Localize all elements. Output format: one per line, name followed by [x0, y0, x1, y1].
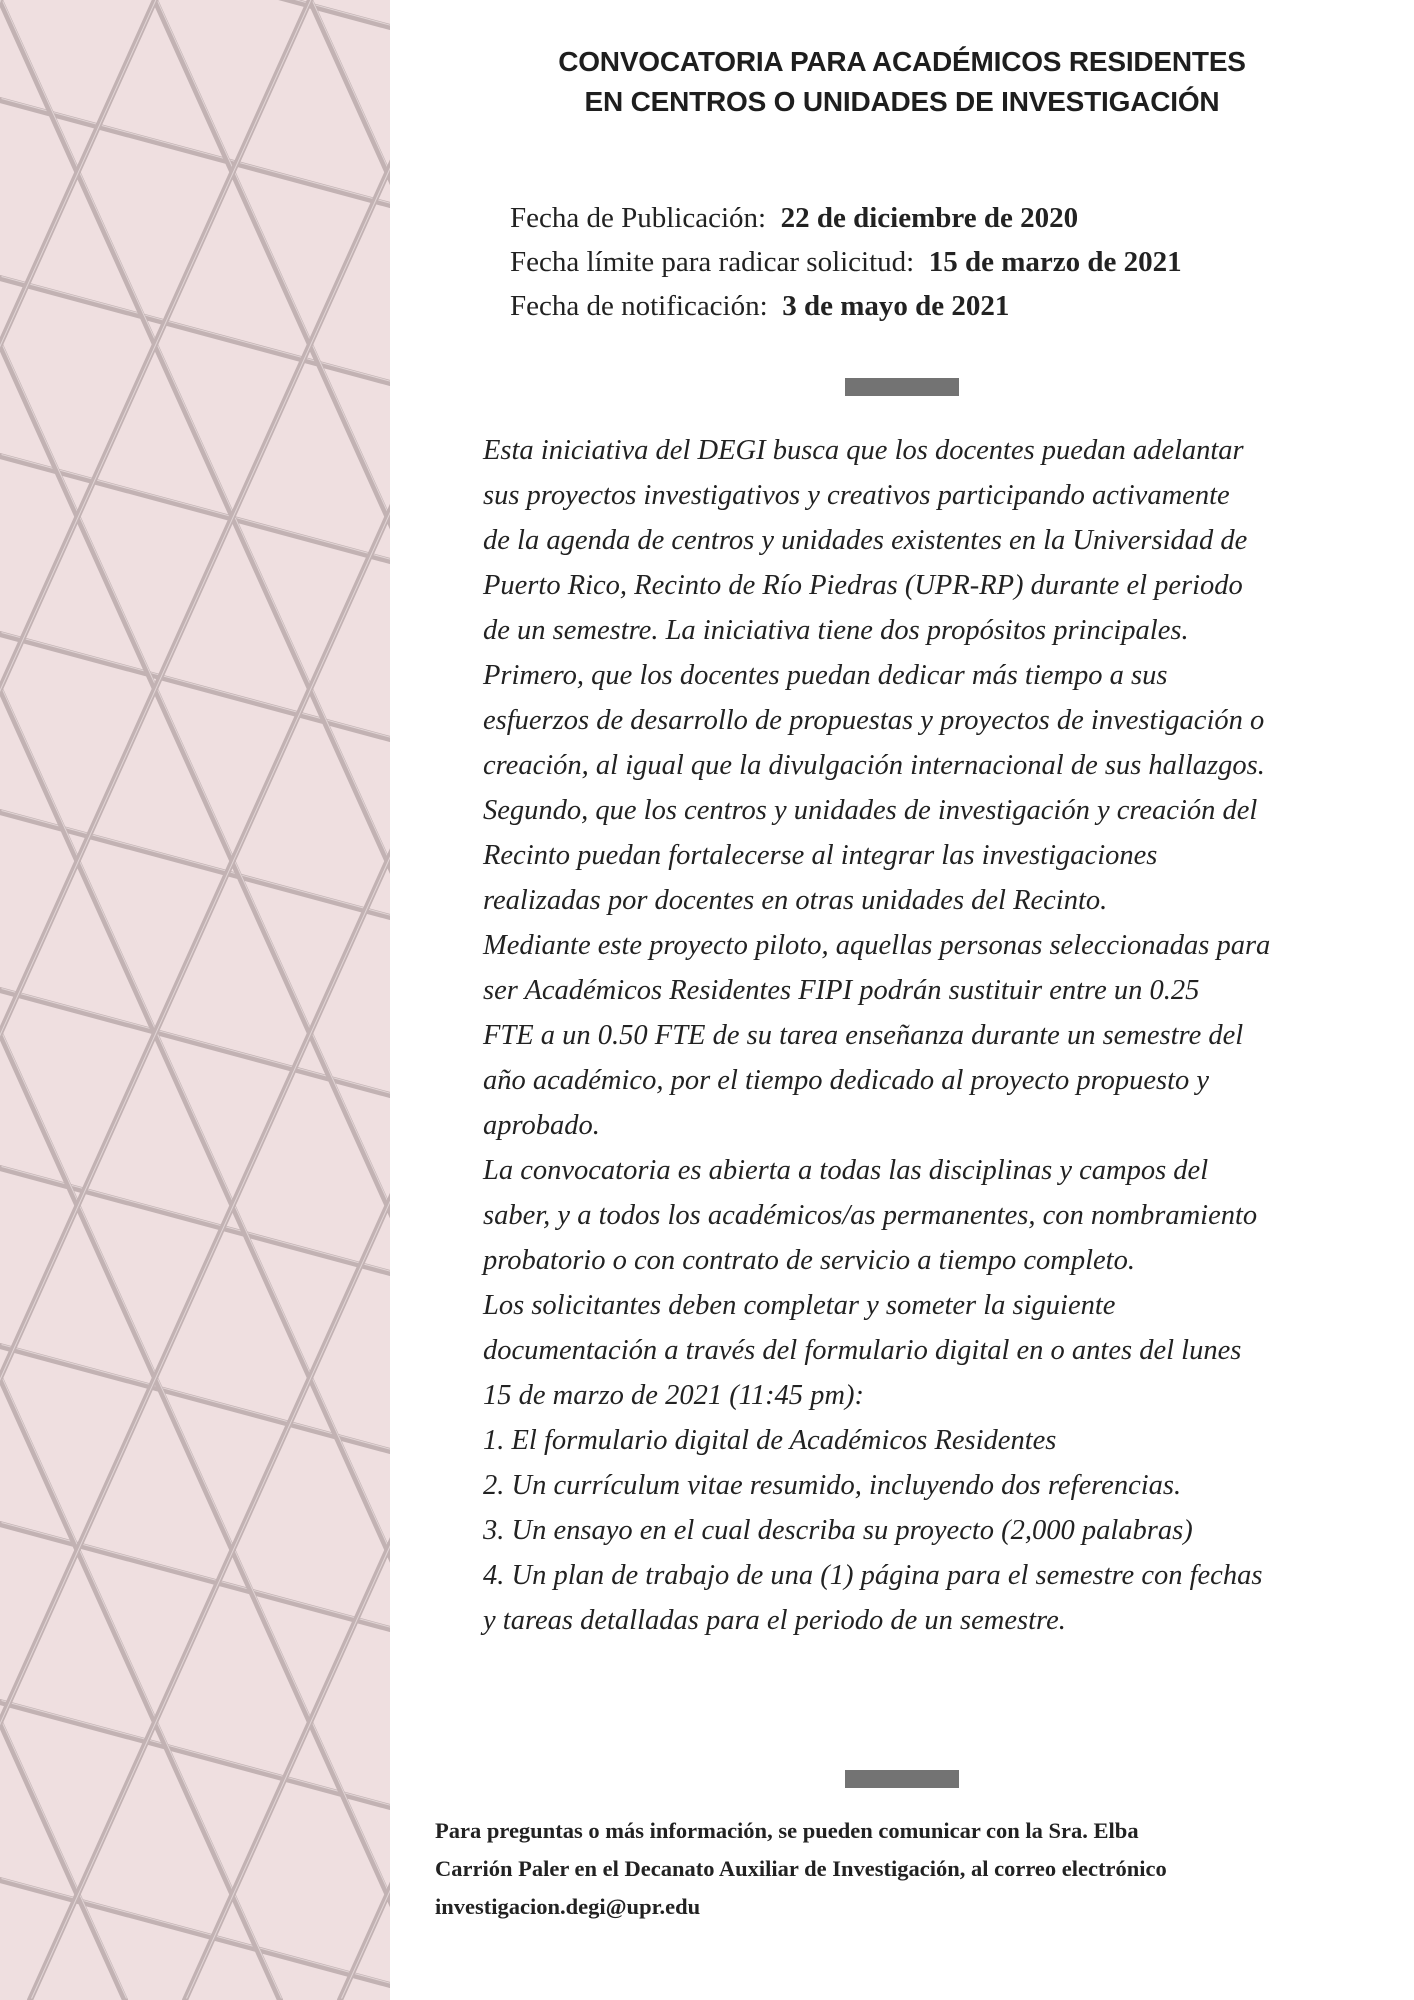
lattice-highlight: [0, 0, 312, 1999]
lattice-strut: [155, 0, 390, 2000]
title-line-1: CONVOCATORIA PARA ACADÉMICOS RESIDENTES: [558, 46, 1246, 77]
lattice-strut: [0, 1524, 390, 1629]
body-line: 15 de marzo de 2021 (11:45 pm):: [483, 1380, 864, 1411]
lattice-highlight: [2, 1701, 391, 1806]
geodesic-lattice-image: [0, 0, 390, 2000]
divider-top: [845, 378, 959, 396]
body-line: FTE a un 0.50 FTE de su tarea enseñanza durante un semestre del: [483, 1020, 1244, 1051]
body-line: saber, y a todos los académicos/as permanentes, con nombramiento: [483, 1200, 1258, 1231]
body-line: 4. Un plan de trabajo de una (1) página para el semestre con fechas: [483, 1560, 1263, 1591]
body-line: 3. Un ensayo en el cual describa su proyecto (2,000 palabras): [483, 1515, 1193, 1546]
contact-email[interactable]: investigacion.degi@upr.edu: [435, 1894, 701, 1919]
lattice-highlight: [342, 0, 391, 1999]
date-publication: [510, 196, 1182, 240]
body-line: sus proyectos investigativos y creativos participando activamente: [483, 480, 1230, 511]
contact-info: [435, 1812, 1395, 1926]
body-line: Los solicitantes deben completar y someter la siguiente: [483, 1290, 1116, 1321]
date-value: 22 de diciembre de 2020: [780, 202, 1079, 234]
date-notification: [510, 284, 1182, 328]
body-line: Segundo, que los centros y unidades de investigación y creación del: [483, 795, 1258, 826]
date-deadline: [510, 240, 1182, 284]
lattice-highlight: [2, 633, 391, 738]
lattice-highlight: [157, 0, 391, 1999]
date-label: Fecha de Publicación:: [510, 202, 767, 234]
lattice-highlight: [2, 1523, 391, 1628]
decorative-side-panel: [0, 0, 390, 2000]
date-value: 3 de mayo de 2021: [782, 290, 1010, 322]
lattice-strut: [0, 1168, 390, 1273]
lattice-strut: [0, 1702, 390, 1807]
body-line: Mediante este proyecto piloto, aquellas personas seleccionadas para: [483, 930, 1271, 961]
body-line: realizadas por docentes en otras unidades del Recinto.: [483, 885, 1108, 916]
contact-line-1: Para preguntas o más información, se pueden comunicar con la Sra. Elba: [435, 1818, 1139, 1843]
body-line: ser Académicos Residentes FIPI podrán sustituir entre un 0.25: [483, 975, 1200, 1006]
body-line: probatorio o con contrato de servicio a tiempo completo.: [483, 1245, 1135, 1276]
body-line: Puerto Rico, Recinto de Río Piedras (UPR-RP) durante el periodo: [483, 570, 1243, 601]
body-line: 2. Un currículum vitae resumido, incluyendo dos referencias.: [483, 1470, 1182, 1501]
lattice-strut: [340, 0, 390, 2000]
date-label: Fecha de notificación:: [510, 290, 768, 322]
body-line: esfuerzos de desarrollo de propuestas y proyectos de investigación o: [483, 705, 1265, 736]
divider-bottom: [845, 1770, 959, 1788]
lattice-highlight: [0, 0, 2, 1999]
body-line: y tareas detalladas para el periodo de un semestre.: [483, 1605, 1066, 1636]
body-line: 1. El formulario digital de Académicos Residentes: [483, 1425, 1057, 1456]
body-line: documentación a través del formulario digital en o antes del lunes: [483, 1335, 1242, 1366]
body-line: de la agenda de centros y unidades existentes en la Universidad de: [483, 525, 1248, 556]
lattice-highlight: [2, 1167, 391, 1272]
lattice-strut: [0, 0, 390, 27]
body-line: de un semestre. La iniciativa tiene dos propósitos principales.: [483, 615, 1189, 646]
key-dates: [510, 196, 1182, 328]
lattice-strut: [0, 0, 390, 2000]
document-content: [390, 0, 1414, 2000]
lattice-highlight: [2, 1345, 391, 1450]
body-line: Recinto puedan fortalecerse al integrar las investigaciones: [483, 840, 1158, 871]
body-line: creación, al igual que la divulgación internacional de sus hallazgos.: [483, 750, 1265, 781]
date-label: Fecha límite para radicar solicitud:: [510, 246, 915, 278]
body-line: Primero, que los docentes puedan dedicar más tiempo a sus: [483, 660, 1168, 691]
body-line: año académico, por el tiempo dedicado al proyecto propuesto y: [483, 1065, 1210, 1096]
lattice-strut: [0, 634, 390, 739]
date-value: 15 de marzo de 2021: [928, 246, 1182, 278]
page-title: [390, 42, 1414, 122]
body-paragraph: [483, 428, 1383, 1643]
lattice-strut: [0, 100, 390, 205]
lattice-highlight: [2, 99, 391, 204]
title-line-2: EN CENTROS O UNIDADES DE INVESTIGACIÓN: [584, 86, 1220, 117]
lattice-strut: [0, 1346, 390, 1451]
contact-line-2: Carrión Paler en el Decanato Auxiliar de Investigación, al correo electrónico: [435, 1856, 1167, 1881]
body-line: aprobado.: [483, 1110, 600, 1141]
body-line: Esta iniciativa del DEGI busca que los docentes puedan adelantar: [483, 435, 1244, 466]
body-line: La convocatoria es abierta a todas las disciplinas y campos del: [483, 1155, 1209, 1186]
